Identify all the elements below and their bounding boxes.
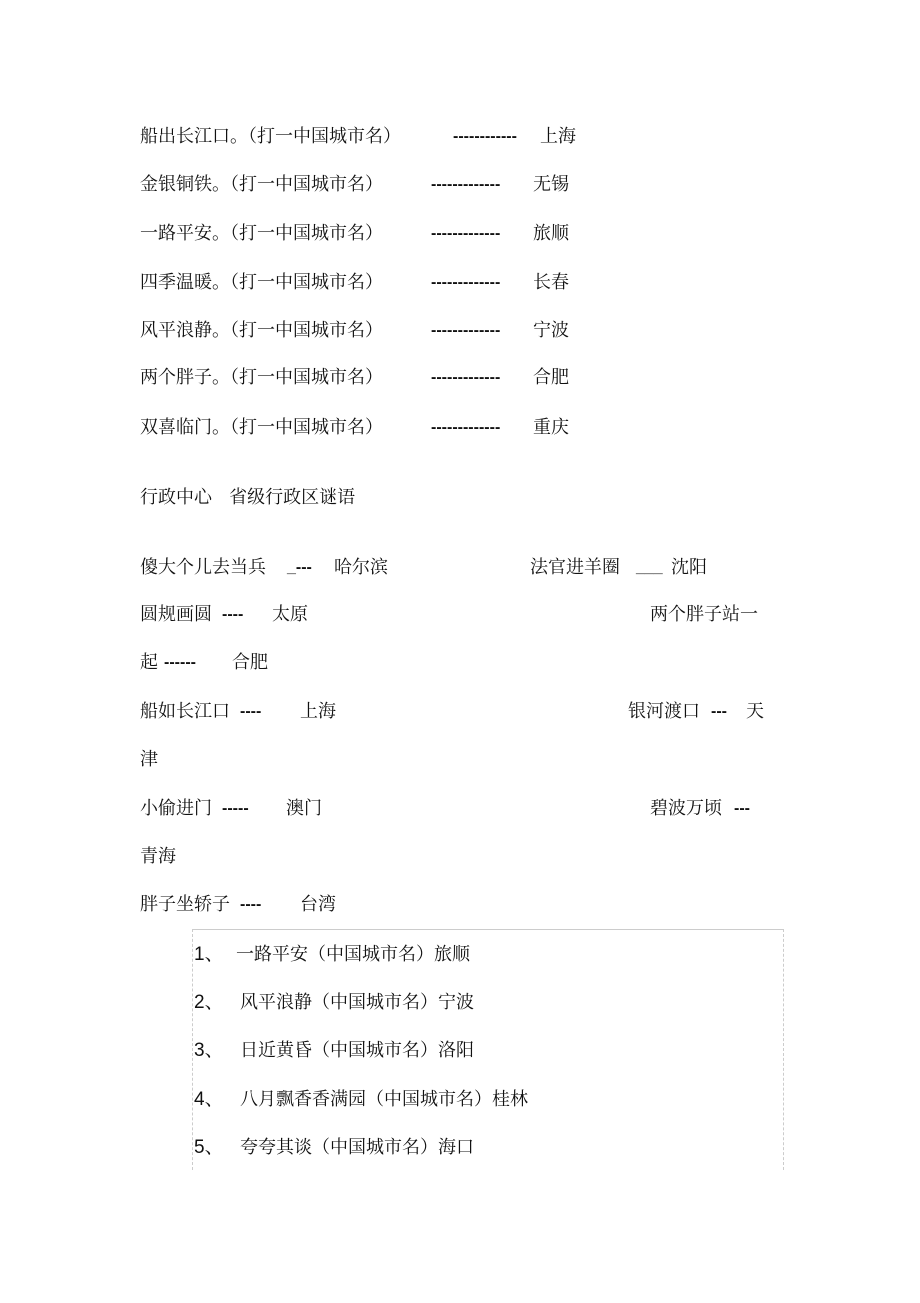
item-text: 夸夸其谈（中国城市名）海口: [240, 1137, 474, 1158]
riddle-answer: 津: [140, 749, 158, 770]
riddle-answer: 青海: [140, 846, 176, 867]
riddle-question: 一路平安。（打一中国城市名）: [140, 223, 383, 244]
riddle-question: 圆规画圆: [140, 604, 212, 625]
riddle-question: 四季温暖。（打一中国城市名）: [140, 272, 383, 293]
riddle-dash: ___: [636, 559, 663, 576]
riddle-dash: -------------: [431, 322, 501, 339]
riddle-dash: ------------: [453, 128, 517, 145]
riddle-dash: ---: [711, 703, 727, 720]
riddle-question: 两个胖子。（打一中国城市名）: [140, 367, 383, 388]
riddle-answer: 天: [746, 701, 764, 722]
item-number: 1、: [194, 944, 224, 965]
item-number: 2、: [194, 992, 224, 1013]
riddle-answer: 宁波: [533, 320, 569, 341]
riddle-dash: ------: [164, 654, 196, 671]
item-number: 5、: [194, 1137, 224, 1158]
riddle-dash: -------------: [431, 419, 501, 436]
riddle-dash: ----: [240, 703, 262, 720]
riddle-question: 小偷进门: [140, 798, 212, 819]
riddle-answer: 台湾: [300, 894, 336, 915]
riddle-dash: -------------: [431, 369, 501, 386]
riddle-question: 碧波万顷: [650, 798, 722, 819]
riddle-dash: -----: [222, 800, 249, 817]
item-text: 八月飘香香满园（中国城市名）桂林: [240, 1089, 528, 1110]
riddle-question: 起: [140, 652, 158, 673]
riddle-answer: 合肥: [232, 652, 268, 673]
riddle-answer: 哈尔滨: [334, 557, 388, 578]
riddle-answer: 上海: [540, 126, 576, 147]
section-heading: 行政中心 省级行政区谜语: [140, 487, 356, 508]
riddle-answer: 重庆: [533, 417, 569, 438]
item-number: 4、: [194, 1089, 224, 1110]
riddle-answer: 沈阳: [671, 557, 707, 578]
item-text: 日近黄昏（中国城市名）洛阳: [240, 1040, 474, 1061]
riddle-dash: ----: [222, 606, 244, 623]
riddle-question: 船出长江口。（打一中国城市名）: [140, 126, 401, 147]
riddle-answer: 无锡: [533, 174, 569, 195]
riddle-dash: -------------: [431, 225, 501, 242]
riddle-question: 法官进羊圈: [530, 557, 620, 578]
riddle-answer: 旅顺: [533, 223, 569, 244]
riddle-question: 金银铜铁。（打一中国城市名）: [140, 174, 383, 195]
riddle-question: 两个胖子站一: [650, 604, 758, 625]
riddle-dash: ----: [240, 896, 262, 913]
riddle-question: 双喜临门。（打一中国城市名）: [140, 417, 383, 438]
riddle-answer: 澳门: [286, 798, 322, 819]
riddle-answer: 长春: [533, 272, 569, 293]
riddle-dash: -------------: [431, 176, 501, 193]
riddle-question: 银河渡口: [628, 701, 700, 722]
riddle-dash: -------------: [431, 274, 501, 291]
item-text: 风平浪静（中国城市名）宁波: [240, 992, 474, 1013]
item-text: 一路平安（中国城市名）旅顺: [236, 944, 470, 965]
riddle-answer: 太原: [272, 604, 308, 625]
riddle-dash: ---: [734, 800, 750, 817]
riddle-question: 船如长江口: [140, 701, 230, 722]
riddle-question: 胖子坐轿子: [140, 894, 230, 915]
riddle-answer: 合肥: [533, 367, 569, 388]
riddle-question: 风平浪静。（打一中国城市名）: [140, 320, 383, 341]
riddle-answer: 上海: [300, 701, 336, 722]
riddle-question: 傻大个儿去当兵: [140, 557, 266, 578]
item-number: 3、: [194, 1040, 224, 1061]
riddle-dash: _---: [287, 559, 312, 576]
